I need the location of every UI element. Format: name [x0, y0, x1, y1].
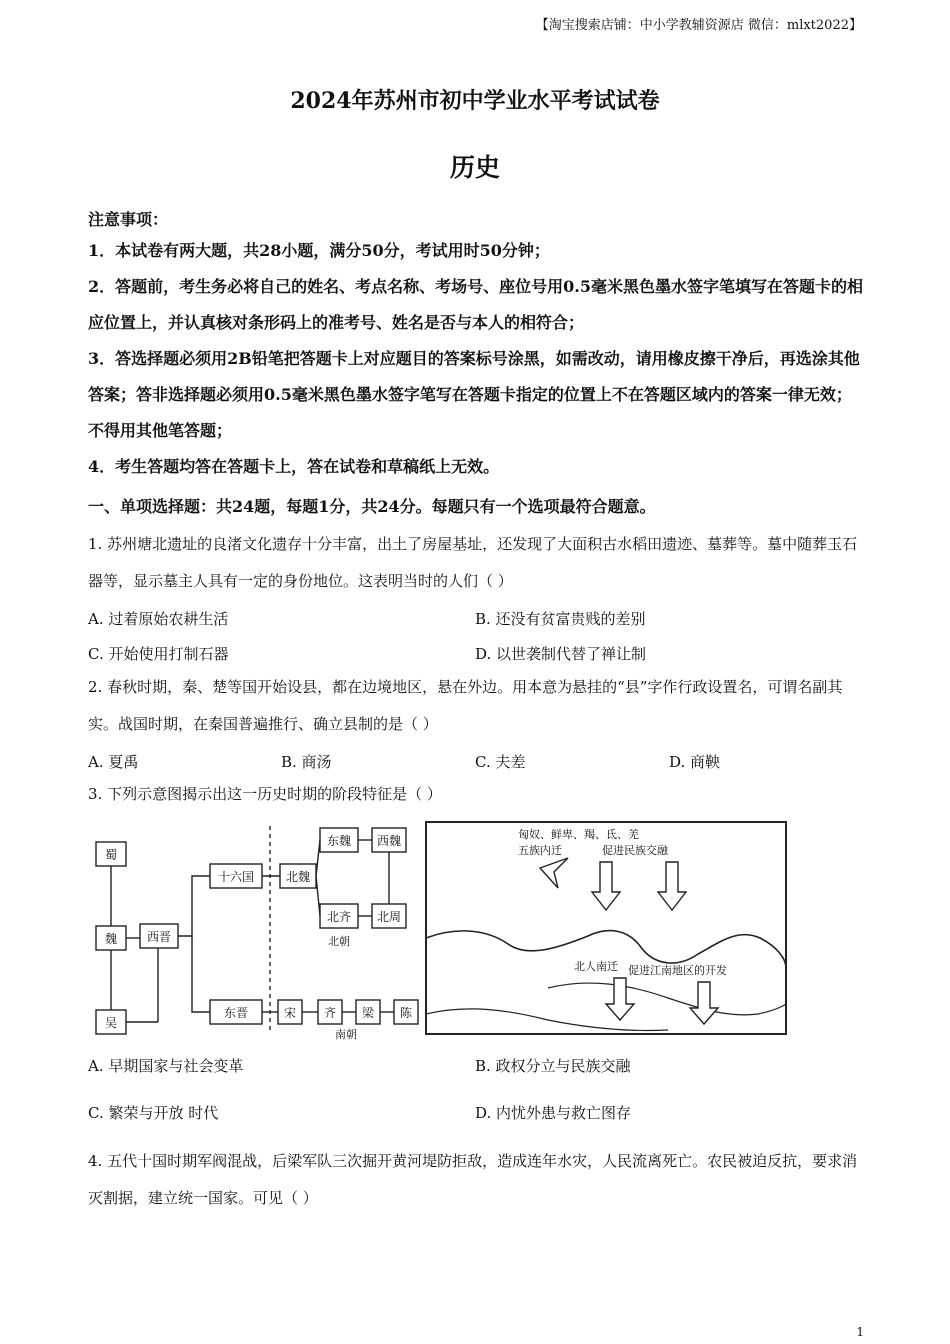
section-heading: 一、单项选择题：共24题，每题1分，共24分。每题只有一个选项最符合题意。 — [88, 497, 656, 516]
map-label-migration: 五族内迁 — [518, 844, 562, 857]
question-3-option-b[interactable]: B. 政权分立与民族交融 — [475, 1057, 631, 1075]
notice-heading: 注意事项： — [88, 210, 169, 229]
label-wei: 魏 — [104, 932, 118, 946]
arrow-south-2 — [658, 862, 686, 910]
label-beiqi: 北齐 — [326, 910, 352, 924]
history-diagram — [88, 818, 790, 1040]
label-qi: 齐 — [323, 1006, 337, 1020]
label-song: 宋 — [283, 1006, 297, 1020]
label-chen: 陈 — [399, 1006, 413, 1020]
label-shiliuguo: 十六国 — [217, 870, 255, 884]
question-1-option-d[interactable]: D. 以世袭制代替了禅让制 — [475, 645, 647, 663]
arrow-south-4 — [690, 982, 718, 1024]
page-number: 1 — [856, 1325, 864, 1339]
map-label-fusion: 促进民族交融 — [602, 844, 668, 857]
notice-item: 2．答题前，考生务必将自己的姓名、考点名称、考场号、座位号用0.5毫米黑色墨水签字笔填写在答题卡的相应位置上，并认真核对条形码上的准考号、姓名是否与本人的相符合； — [88, 277, 863, 332]
question-2-option-d[interactable]: D. 商鞅 — [669, 753, 721, 771]
map-label-jiangnan: 促进江南地区的开发 — [628, 964, 727, 977]
label-shu: 蜀 — [104, 848, 118, 862]
question-2-stem: 2. 春秋时期，秦、楚等国开始设县，都在边境地区，悬在外边。用本意为悬挂的“县”字作行政设置名，可谓名副其实。战国时期，在秦国普遍推行、确立县制的是（ ） — [88, 678, 843, 733]
label-xiwei: 西魏 — [376, 834, 402, 848]
label-wu: 吴 — [104, 1016, 118, 1030]
arrow-south-1 — [592, 862, 620, 910]
label-beizhou: 北周 — [376, 910, 402, 924]
question-3-option-c[interactable]: C. 繁荣与开放 时代 — [88, 1104, 219, 1122]
question-1-stem: 1. 苏州塘北遗址的良渚文化遗存十分丰富，出土了房屋基址，还发现了大面积古水稻田遗迹、墓葬等。墓中随葬玉石器等，显示墓主人具有一定的身份地位。这表明当时的人们（ ） — [88, 535, 858, 590]
exam-title: 2024年苏州市初中学业水平考试试卷 — [290, 88, 660, 114]
question-4-stem: 4. 五代十国时期军阀混战，后梁军队三次掘开黄河堤防拒敌，造成连年水灾，人民流离死亡。农民被迫反抗，要求消灭割据，建立统一国家。可见（ ） — [88, 1152, 858, 1207]
label-south-dynasties: 南朝 — [335, 1028, 357, 1040]
notice-item: 4．考生答题均答在答题卡上，答在试卷和草稿纸上无效。 — [88, 457, 500, 476]
header-note: 【淘宝搜索店铺：中小学教辅资源店 微信：mlxt2022】 — [535, 18, 862, 33]
subject-title: 历史 — [449, 153, 500, 182]
question-1-option-b[interactable]: B. 还没有贫富贵贱的差别 — [475, 610, 646, 628]
question-3-stem: 3. 下列示意图揭示出这一历史时期的阶段特征是（ ） — [88, 785, 442, 803]
label-xijin: 西晋 — [146, 930, 172, 944]
label-beiwei: 北魏 — [285, 870, 311, 884]
question-3-option-d[interactable]: D. 内忧外患与救亡图存 — [475, 1104, 632, 1122]
label-dongjin: 东晋 — [223, 1006, 249, 1020]
map-river — [548, 983, 786, 1015]
question-1-option-c[interactable]: C. 开始使用打制石器 — [88, 645, 229, 663]
label-liang: 梁 — [361, 1006, 375, 1020]
label-north-dynasties: 北朝 — [328, 935, 350, 948]
map-label-tribes: 匈奴、鲜卑、羯、氐、羌 — [518, 828, 639, 841]
question-2-option-a[interactable]: A. 夏禹 — [88, 753, 139, 771]
question-1-option-a[interactable]: A. 过着原始农耕生活 — [88, 610, 229, 628]
notice-item: 3．答选择题必须用2B铅笔把答题卡上对应题目的答案标号涂黑，如需改动，请用橡皮擦干净后，再选涂其他答案；答非选择题必须用0.5毫米黑色墨水签字笔写在答题卡指定的位置上不在答题区域内的答案一律无效；不得用其他笔答题； — [88, 349, 860, 440]
notice-item: 1．本试卷有两大题，共28小题，满分50分，考试用时50分钟； — [88, 241, 550, 260]
label-dongwei: 东魏 — [326, 834, 352, 848]
map-label-south-migration: 北人南迁 — [574, 960, 618, 973]
question-2-option-b[interactable]: B. 商汤 — [281, 753, 332, 771]
question-3-option-a[interactable]: A. 早期国家与社会变革 — [88, 1057, 244, 1075]
question-2-option-c[interactable]: C. 夫差 — [475, 753, 526, 771]
